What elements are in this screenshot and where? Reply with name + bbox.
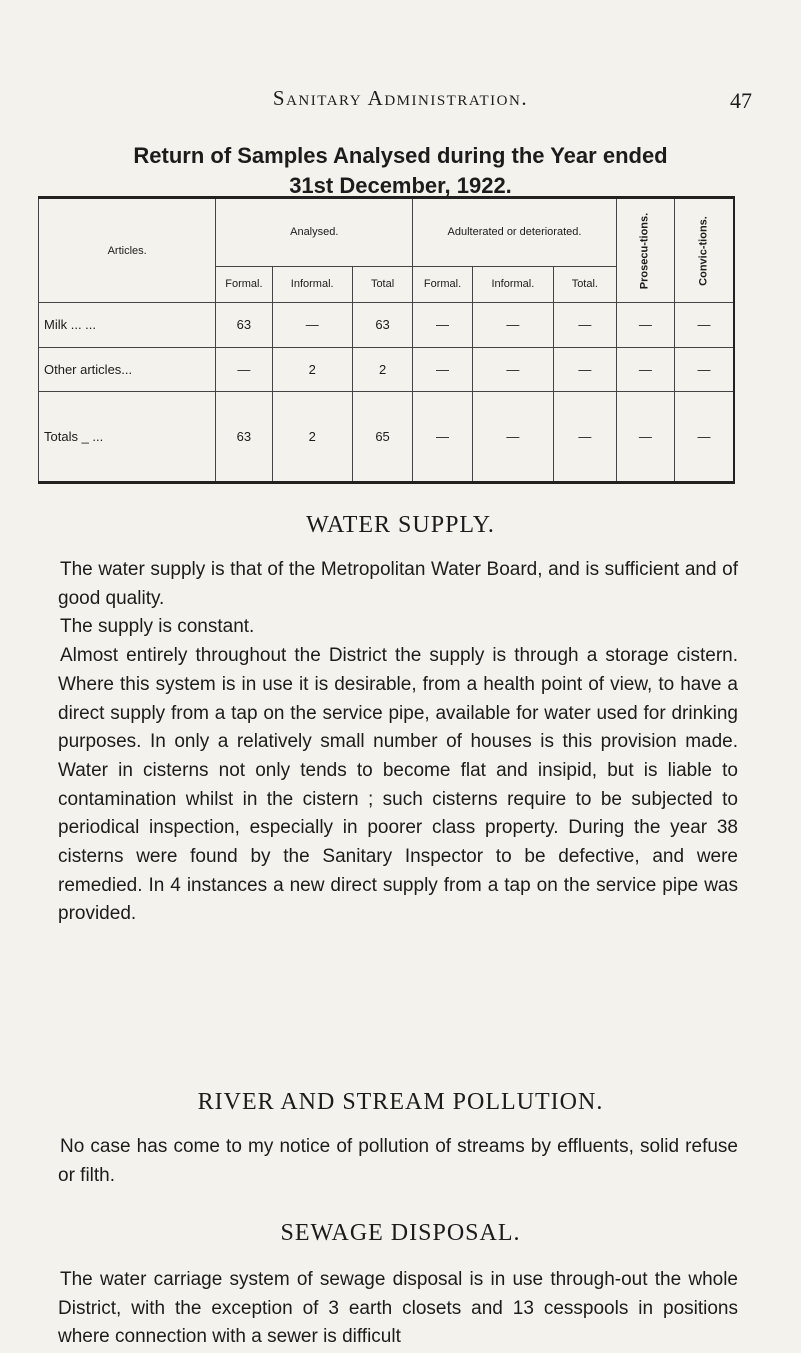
sub-total: Total <box>352 266 412 302</box>
cell: — <box>413 303 472 347</box>
cell: — <box>616 392 674 483</box>
table-row <box>39 303 735 347</box>
sub-formal: Formal. <box>216 266 272 302</box>
sub-informal: Informal. <box>272 266 352 302</box>
cell: 65 <box>352 392 412 483</box>
cell: — <box>675 392 734 483</box>
cell: — <box>472 347 553 391</box>
cell: — <box>472 303 553 347</box>
col-articles-header: Articles. <box>39 198 216 303</box>
river-p1: No case has come to my notice of pollution of streams by effluents, solid refuse or filth. <box>58 1136 738 1186</box>
sewage-disposal-text <box>58 1266 738 1352</box>
water-p1: The water supply is that of the Metropolitan Water Board, and is sufficient and of good quality. <box>58 559 738 609</box>
prosecutions-label: Prosecu-tions. <box>638 212 651 289</box>
water-supply-text <box>58 556 738 929</box>
cell: 63 <box>216 392 272 483</box>
row-article: Milk ... ... <box>39 303 216 347</box>
adulterated-group-header: Adulterated or deteriorated. <box>413 198 616 267</box>
table-row-totals <box>39 392 735 483</box>
sewage-p1: The water carriage system of sewage disposal is in use through-out the whole District, with the exception of 3 earth closets and 13 cesspools in positions where connection with a sewer is difficult <box>58 1269 738 1348</box>
cell: — <box>216 347 272 391</box>
cell: — <box>675 303 734 347</box>
table-title-line1: Return of Samples Analysed during the Year ended <box>133 143 668 168</box>
sub-informal-adulterated: Informal. <box>472 266 553 302</box>
cell: — <box>616 303 674 347</box>
cell: 63 <box>352 303 412 347</box>
table-row <box>39 347 735 391</box>
convictions-label: Convic-tions. <box>697 215 710 286</box>
samples-table <box>38 196 735 484</box>
sewage-disposal-heading: SEWAGE DISPOSAL. <box>280 1220 521 1246</box>
cell: 2 <box>272 347 352 391</box>
cell: 2 <box>272 392 352 483</box>
sub-total-adulterated: Total. <box>554 266 617 302</box>
water-p2: The supply is constant. <box>60 616 255 638</box>
cell: — <box>554 347 617 391</box>
prosecutions-header <box>616 198 674 303</box>
cell: — <box>472 392 553 483</box>
water-p3: Almost entirely throughout the District the supply is through a storage cistern. Where this system is in use it is desirable, from a health point of view, to have a direct supply from a tap on the service pipe, available for water used for drinking purposes. In only a relatively small number of houses is this provision made. Water in cisterns not only tends to become flat and insipid, but is liable to contamination whilst in the cistern ; such cisterns require to be subjected to periodical inspection, especially in poorer class property. During the year 38 cisterns were found by the Sanitary Inspector to be defective, and were remedied. In 4 instances a new direct supply from a tap on the service pipe was provided. <box>58 645 738 925</box>
cell: — <box>272 303 352 347</box>
cell: 63 <box>216 303 272 347</box>
cell: — <box>675 347 734 391</box>
running-header: Sanitary Administration. <box>272 86 529 110</box>
table-title-line2: 31st December, 1922. <box>289 173 512 198</box>
page-number: 47 <box>730 88 752 113</box>
cell: — <box>554 392 617 483</box>
sub-formal-adulterated: Formal. <box>413 266 472 302</box>
cell: — <box>413 392 472 483</box>
row-article: Totals _ ... <box>39 392 216 483</box>
convictions-header <box>675 198 734 303</box>
water-supply-heading: WATER SUPPLY. <box>306 512 495 538</box>
cell: — <box>554 303 617 347</box>
cell: — <box>413 347 472 391</box>
cell: 2 <box>352 347 412 391</box>
river-pollution-text <box>58 1133 738 1190</box>
cell: — <box>616 347 674 391</box>
analysed-group-header: Analysed. <box>216 198 413 267</box>
row-article: Other articles... <box>39 347 216 391</box>
river-pollution-heading: RIVER AND STREAM POLLUTION. <box>197 1089 604 1115</box>
